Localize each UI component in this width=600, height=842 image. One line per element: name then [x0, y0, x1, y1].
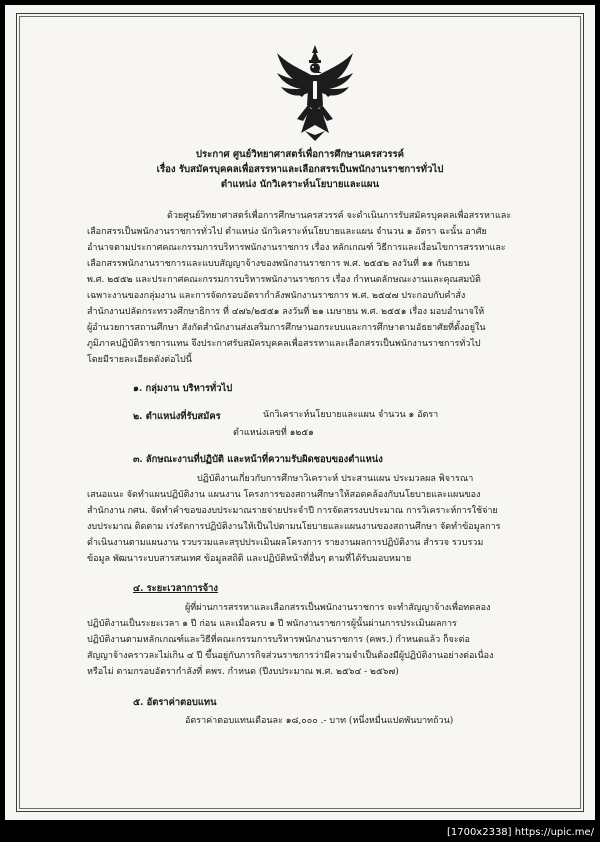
section-3-line: ปฏิบัติงานเกี่ยวกับการศึกษาวิเคราะห์ ประสานแผน ประมวลผล พิจารณา [197, 474, 474, 484]
section-4-line: ปฏิบัติงานเป็นระยะเวลา ๑ ปี ก่อน และเมื่อครบ ๑ ปี พนักงานราชการผู้นั้นผ่านการประเมินผลการ [87, 619, 457, 629]
section-1-title: ๑. กลุ่มงาน บริหารทั่วไป [133, 383, 233, 394]
section-5-title: ๕. อัตราค่าตอบแทน [133, 697, 217, 708]
section-4-line: ปฏิบัติงานตามหลักเกณฑ์และวิธีที่คณะกรรมการบริหารพนักงานราชการ (คพร.) กำหนดแล้ว ก็จะต่อ [87, 635, 470, 645]
image-size-watermark: [1700x2338] https://upic.me/ [446, 827, 594, 838]
intro-line: เฉพาะงานของกลุ่มงาน และการจัดกรอบอัตรากำลังพนักงานราชการ พ.ศ. ๒๕๔๗ ประกอบกับคำสั่ง [87, 291, 466, 301]
announcement-position: ตำแหน่ง นักวิเคราะห์นโยบายและแผน [220, 179, 380, 190]
section-3-line: เสนอแนะ จัดทำแผนปฏิบัติงาน แผนงาน โครงการของสถานศึกษาให้สอดคล้องกับนโยบายและแผนของ [87, 490, 481, 500]
section-4-line: สัญญาจ้างคราวละไม่เกิน ๔ ปี ขึ้นอยู่กับภารกิจส่วนราชการว่ามีความจำเป็นต้องมีผู้ปฏิบัติงานอย่างต่อเนื่อง [87, 651, 494, 661]
section-4-line: หรือไม่ ตามกรอบอัตรากำลังที่ คพร. กำหนด (ปีงบประมาณ พ.ศ. ๒๕๖๔ - ๒๕๖๗) [87, 667, 399, 677]
intro-line: เลือกสรรพนักงานราชการและแบบสัญญาจ้างของพนักงานราชการ พ.ศ. ๒๕๕๒ ลงวันที่ ๑๑ กันยายน [87, 259, 470, 269]
section-4-line: ผู้ที่ผ่านการสรรหาและเลือกสรรเป็นพนักงานราชการ จะทำสัญญาจ้างเพื่อทดลอง [185, 603, 491, 613]
section-3-line: สำนักงาน กศน. จัดทำคำขอของบประมาณรายจ่ายประจำปี การจัดสรรงบประมาณ การวิเคราะห์การใช้จ่าย [87, 506, 498, 516]
section-3-line: ดำเนินงานตามแผนงาน รวบรวมและสรุปประเมินผลโครงการ รายงานผลการปฏิบัติงาน สำรวจ รวบรวม [87, 538, 484, 548]
announcement-subject: เรื่อง รับสมัครบุคคลเพื่อสรรหาและเลือกสรรเป็นพนักงานราชการทั่วไป [156, 164, 444, 175]
intro-line: สำนักงานปลัดกระทรวงศึกษาธิการ ที่ ๔๗๖/๒๕๕๑ ลงวันที่ ๒๑ เมษายน พ.ศ. ๒๕๕๑ เรื่อง มอบอำนาจให้ [87, 307, 485, 317]
intro-line: อำนาจตามประกาศคณะกรรมการบริหารพนักงานราชการ เรื่อง หลักเกณฑ์ วิธีการและเงื่อนไขการสรรหาและ [87, 243, 506, 253]
section-4-title: ๔. ระยะเวลาการจ้าง [133, 583, 219, 594]
section-2-value: นักวิเคราะห์นโยบายและแผน จำนวน ๑ อัตรา [263, 410, 439, 420]
garuda-emblem-icon [275, 45, 355, 141]
section-2-position-no: ตำแหน่งเลขที่ ๑๒๕๑ [233, 428, 314, 438]
intro-line: ด้วยศูนย์วิทยาศาสตร์เพื่อการศึกษานครสวรรค์ จะดำเนินการรับสมัครบุคคลเพื่อสรรหาและ [167, 211, 512, 221]
intro-line: โดยมีรายละเอียดดังต่อไปนี้ [87, 355, 192, 365]
intro-line: พ.ศ. ๒๕๕๒ และประกาศคณะกรรมการบริหารพนักงานราชการ เรื่อง กำหนดลักษณะงานและคุณสมบัติ [87, 275, 481, 285]
section-3-title: ๓. ลักษณะงานที่ปฏิบัติ และหน้าที่ความรับผิดชอบของตำแหน่ง [133, 454, 383, 465]
section-5-line: อัตราค่าตอบแทนเดือนละ ๑๘,๐๐๐ .- บาท (หนึ่งหมื่นแปดพันบาทถ้วน) [185, 716, 454, 726]
intro-line: ภูมิภาคปฏิบัติราชการแทน จึงประกาศรับสมัครบุคคลเพื่อสรรหาและเลือกสรรเป็นพนักงานราชการทั่วไป [87, 339, 481, 349]
section-3-line: ข้อมูล พัฒนาระบบสารสนเทศ ข้อมูลสถิติ และปฏิบัติหน้าที่อื่นๆ ตามที่ได้รับมอบหมาย [87, 554, 412, 564]
document-page [5, 5, 595, 820]
announcement-title: ประกาศ ศูนย์วิทยาศาสตร์เพื่อการศึกษานครสวรรค์ [195, 149, 405, 160]
section-2-title: ๒. ตำแหน่งที่รับสมัคร [133, 411, 221, 422]
section-3-line: งบประมาณ ติดตาม เร่งรัดการปฏิบัติงานให้เป็นไปตามนโยบายและแผนงานของสถานศึกษา จัดทำข้อมูลการ [87, 522, 501, 532]
intro-line: ผู้อำนวยการสถานศึกษา สังกัดสำนักงานส่งเสริมการศึกษานอกระบบและการศึกษาตามอัธยาศัยที่ตั้งอยู่ใน [87, 323, 486, 333]
intro-line: เลือกสรรเป็นพนักงานราชการทั่วไป ตำแหน่ง นักวิเคราะห์นโยบายและแผน จำนวน ๑ อัตรา ฉะนั้น อาศัย [87, 227, 487, 237]
